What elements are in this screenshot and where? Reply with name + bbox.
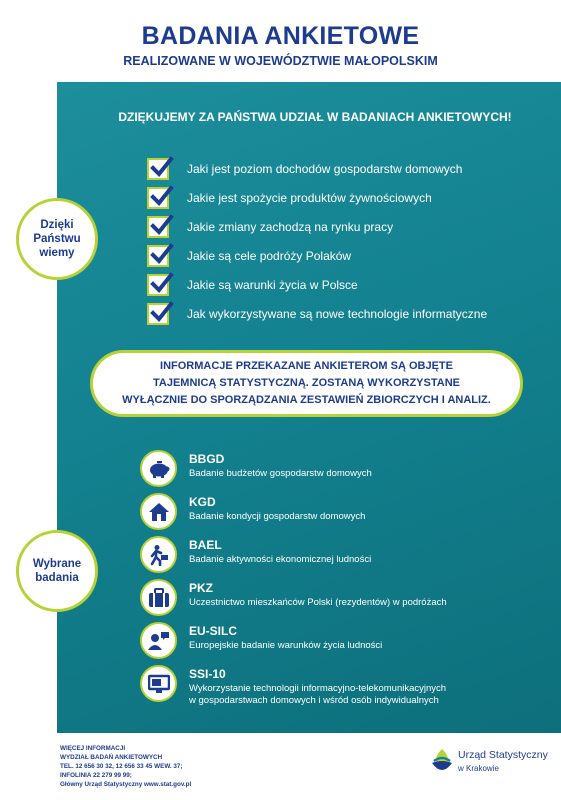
contact-info	[60, 744, 191, 789]
notice-line: WYŁĄCZNIE DO SPORZĄDZANIA ZESTAWIEŃ ZBIORCZYCH I ANALIZ.	[122, 394, 491, 406]
survey-item-bael	[140, 536, 447, 579]
we-know-badge	[16, 198, 98, 280]
computer-icon	[140, 665, 177, 702]
list-item-text: Jakie są cele podróży Polaków	[187, 248, 352, 263]
list-item	[147, 270, 487, 299]
survey-desc-line2: w gospodarstwach domowych i wśród osób indywidualnych	[189, 695, 439, 706]
checkmark-icon	[147, 274, 169, 296]
survey-desc: Wykorzystanie technologii informacyjno-telekomunikacyjnych	[189, 683, 447, 694]
we-know-list	[147, 154, 487, 328]
survey-desc: Badanie aktywności ekonomicznej ludności	[189, 554, 372, 565]
footer-line: INFOLINIA 22 279 99 99;	[60, 772, 132, 779]
survey-item-kgd	[140, 493, 447, 536]
checkmark-icon	[147, 158, 169, 180]
suitcase-icon	[140, 579, 177, 616]
running-person-icon	[140, 536, 177, 573]
survey-code: BBGD	[189, 452, 225, 466]
logo-line1: Urząd Statystyczny	[458, 749, 548, 761]
piggy-bank-icon	[140, 450, 177, 487]
list-item-text: Jakie są warunki życia w Polsce	[187, 277, 358, 292]
survey-item-eu-silc	[140, 622, 447, 665]
survey-desc: Badanie budżetów gospodarstw domowych	[189, 468, 372, 479]
office-logo	[430, 747, 548, 777]
checkmark-icon	[147, 216, 169, 238]
survey-code: SSI-10	[189, 667, 226, 681]
checkmark-icon	[147, 245, 169, 267]
survey-item-ssi-10	[140, 665, 447, 708]
notice-line: TAJEMNICĄ STATYSTYCZNĄ. ZOSTANĄ WYKORZYSTANE	[153, 377, 460, 389]
list-item-text: Jaki jest poziom dochodów gospodarstw domowych	[187, 161, 463, 176]
confidentiality-notice	[90, 350, 523, 417]
survey-desc: Badanie kondycji gospodarstw domowych	[189, 511, 366, 522]
footer-line[interactable]: Główny Urząd Statystyczny www.stat.gov.pl	[60, 781, 192, 788]
list-item	[147, 212, 487, 241]
survey-code: PKZ	[189, 581, 213, 595]
survey-item-pkz	[140, 579, 447, 622]
person-chat-icon	[140, 622, 177, 659]
footer-line: TEL. 12 656 30 32, 12 656 33 45 WEW. 37;	[60, 763, 183, 770]
survey-code: EU-SILC	[189, 624, 237, 638]
footer-line: WIĘCEJ INFORMACJI	[60, 745, 126, 752]
notice-line: INFORMACJE PRZEKAZANE ANKIETEROM SĄ OBJĘTE	[160, 360, 453, 372]
surveys-badge	[16, 530, 98, 612]
house-icon	[140, 493, 177, 530]
we-know-label: Dzięki Państwu wiemy	[33, 219, 81, 259]
list-item-text: Jakie zmiany zachodzą na rynku pracy	[187, 219, 394, 234]
checkmark-icon	[147, 303, 169, 325]
footer-line: WYDZIAŁ BADAŃ ANKIETOWYCH	[60, 754, 163, 761]
list-item	[147, 241, 487, 270]
page-title: BADANIA ANKIETOWE	[141, 22, 420, 50]
list-item	[147, 299, 487, 328]
survey-desc: Europejskie badanie warunków życia ludności	[189, 640, 383, 651]
list-item	[147, 154, 487, 183]
list-item	[147, 183, 487, 212]
survey-item-bbgd	[140, 450, 447, 493]
surveys-list	[140, 450, 447, 708]
survey-code: KGD	[189, 495, 216, 509]
survey-code: BAEL	[189, 538, 222, 552]
logo-mark-icon	[430, 747, 454, 777]
logo-line2: w Krakowie	[458, 764, 499, 773]
checkmark-icon	[147, 187, 169, 209]
list-item-text: Jak wykorzystywane są nowe technologie informatyczne	[187, 306, 488, 321]
list-item-text: Jakie jest spożycie produktów żywnościowych	[187, 190, 432, 205]
thanks-heading: DZIĘKUJEMY ZA PAŃSTWA UDZIAŁ W BADANIACH ANKIETOWYCH!	[118, 110, 512, 124]
survey-desc: Uczestnictwo mieszkańców Polski (rezydentów) w podróżach	[189, 597, 447, 608]
page-subtitle: REALIZOWANE W WOJEWÓDZTWIE MAŁOPOLSKIM	[123, 54, 438, 68]
surveys-label: Wybrane badania	[32, 558, 82, 584]
